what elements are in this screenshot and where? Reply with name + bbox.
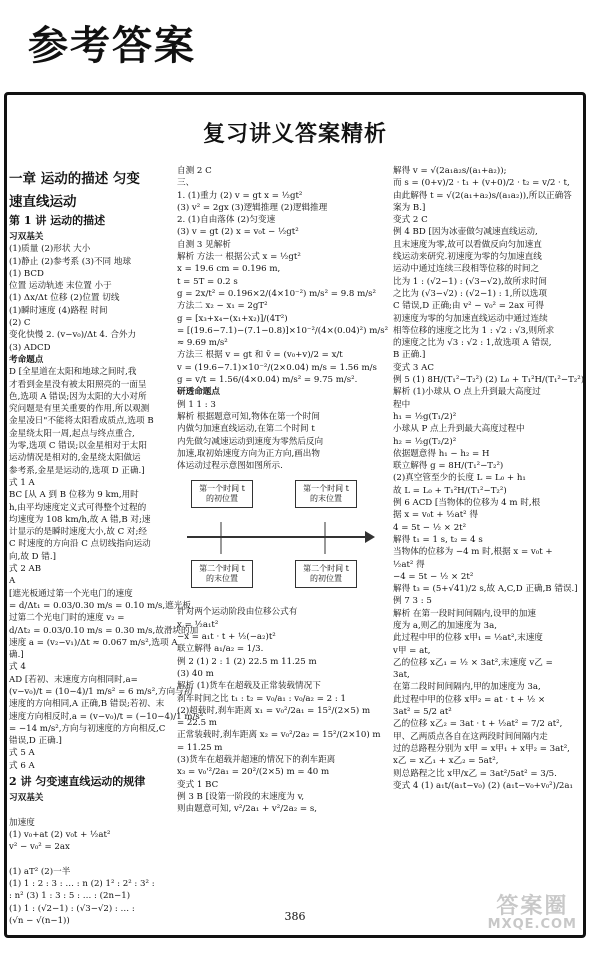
text-line: 为零,选项 C 错误;以金星相对于太阳 [9,441,147,452]
column-right [393,165,583,905]
text-line: 速度方向相反时,a = (v−v₀)/t = (−10−4)/1 m/s² [9,711,204,722]
text-line: 向,故 D 错.] [9,551,56,562]
text-line: 此过程中甲的位移 x甲₂ = at · t + ½ × [393,694,546,705]
text-line: (1) 1 : (√2−1) : (√3−√2) : … : [9,903,135,914]
text-line: 内做匀加速直线运动,在第二个时间 t [177,424,315,435]
diagram-box-first-end: 第一个时间 t 的末位置 [295,480,357,508]
text-line: 金星绕太阳一周,起点与终点重合, [9,428,135,439]
text-line: 位置 运动轨迹 末位置 小于 [9,281,112,292]
text-line: (√n − √(n−1)) [9,916,70,927]
text-line: (2)真空管至少的长度 L = L₀ + h₁ [393,473,526,484]
text-line: 过的总路程分别为 x甲 = x甲₁ + x甲₂ = 3at², [393,743,570,754]
text-line: 变式 2 C [393,215,428,226]
text-line: 解得 v = √(2a₁a₂s/(a₁+a₂)); [393,166,507,176]
text-line: 刹车时间之比 t₁ : t₂ = v₀/a₁ : v₀/a₂ = 2 : 1 [177,693,346,704]
text-line: = −14 m/s²,方向与初速度的方向相反,C [9,723,166,734]
header-title: 参考答案 [28,23,196,69]
text-line: h₁ = ½g(T₁/2)² [393,411,457,422]
motion-diagram [177,474,385,602]
text-line: 1. (1)重力 (2) v = gt x = ½gt² [177,190,303,201]
diagram-box-second-end: 第二个时间 t 的末位置 [191,560,253,588]
text-line: h,由平均速度定义式可得整个过程的 [9,502,147,513]
text-line: 变式 1 BC [177,779,219,790]
text-line: 依据题意得 h₁ − h₂ = H [393,448,490,459]
text-line: h₂ = ½g(T₂/2)² [393,436,457,447]
diagram-box-first-start: 第一个时间 t 的初位置 [191,480,253,508]
text-line: 之比为 (√3−√2) : (√2−1) : 1,所以选项 [393,288,547,299]
text-line: 例 2 (1) 2 : 1 (2) 22.5 m 11.25 m [177,656,317,667]
text-line: (1)静止 (2)参考系 (3)不同 地球 [9,256,132,267]
text-line: [遮光板通过第一个光电门的速度 [9,588,133,599]
text-line: 速度的方向相同,A 正确,B 错误;若初、末 [9,699,165,710]
text-line: 此过程中甲的位移 x甲₁ = ½at²,末速度 [393,633,543,644]
text-line: 计显示的是瞬时速度大小,故 C 对;经 [9,527,147,538]
section-heading: 第 1 讲 运动的描述 [9,214,106,227]
diagram-box-second-start: 第二个时间 t 的初位置 [295,560,357,588]
text-line: ≈ 9.69 m/s² [177,338,228,349]
text-line: (v−v₀)/t = (10−4)/1 m/s² = 6 m/s²,方向与初 [9,686,193,697]
text-line: 加速度 [9,817,35,828]
text-line: 则由题意可知, v²/2a₁ + v²/2a₂ = s, [177,804,317,815]
text-line: 解析 (1)小球从 O 点上升到最大高度过 [393,387,541,398]
text-line: (2)超载时,刹车距离 x₁ = v₀²/2a₁ = 15²/(2×5) m [177,705,371,716]
text-line [9,854,165,866]
text-line: 参考系,金星是运动的,选项 D 正确.] [9,465,145,476]
text-line: 色,选项 A 错误;因为太阳的大小对所 [9,391,147,402]
text-line: 解析 在第一段时间间隔内,设甲的加速 [393,608,536,619]
text-line: v = (19.6−7.1)×10⁻²/(2×0.04) m/s = 1.56 m/s [177,362,377,373]
text-line: 当物体的位移为 −4 m 时,根据 x = v₀t + [393,547,553,558]
doc-title: 复习讲义答案精析 [202,121,387,147]
text-line: 案为 B.] [393,202,426,213]
subsection-heading: 研透命题点 [177,387,220,398]
text-line: = [(19.6−7.1)−(7.1−0.8)]×10⁻²/(4×(0.04)²) m/s² [177,325,389,336]
answer-page [4,92,586,938]
text-line: 自测 2 C [177,166,212,176]
text-line: 加速,取初始速度方向为正方向,画出物 [177,448,320,459]
text-line: 乙的位移 x乙₂ = 3at · t + ½at² = 7/2 at², [393,719,563,730]
watermark-logo: 答案圈 MXQE.COM [487,894,577,932]
text-line: 式 6 A [9,760,35,771]
text-line: 2. (1)自由落体 (2)匀变速 [177,215,276,226]
text-line: 由此解得 t = √(2(a₁+a₂)s/(a₁a₂)),所以正确答 [393,190,572,201]
text-line: −x = a₁t · t + ½(−a₂)t² [177,632,276,643]
text-line: (2) C [9,318,31,329]
text-line: = d/Δt₁ = 0.03/0.30 m/s = 0.10 m/s,遮光板 [9,600,191,611]
text-line: ½at² 得 [393,559,425,570]
text-line: 联立解得 a₁/a₂ = 1/3. [177,644,264,655]
text-line: 式 4 [9,662,26,673]
text-line: x乙 = x乙₁ + x乙₂ = 5at², [393,756,499,767]
text-line: = 22.5 m [177,718,217,729]
text-line: 例 4 BD [因为冰壶做匀减速直线运动, [393,227,538,238]
text-line: 解得 t₁ = 1 s, t₂ = 4 s [393,534,483,545]
text-line: 在第二段时间间隔内,甲的加速度为 3a, [393,682,541,693]
text-line: 解析 (1)货车在超载及正常装载情况下 [177,681,321,692]
text-line: 式 2 AB [9,564,42,575]
text-line: 内先做匀减速运动到速度为零然后反向 [177,436,324,447]
text-line: 乙的位移 x乙₁ = ½ × 3at²,末速度 v乙 = [393,657,553,668]
text-line: 3at, [393,670,410,681]
text-line: AD [若初、末速度方向相同时,a= [9,674,138,685]
column-middle [177,165,389,905]
text-line: 初速度为零的匀加速直线运动中通过连续 [393,313,548,324]
text-line: (1)瞬时速度 (4)路程 时间 [9,305,108,316]
section-heading: 2 讲 匀变速直线运动的规律 [9,775,146,789]
text-line: v甲 = at, [393,645,431,656]
text-line: : n² (3) 1 : 3 : 5 : … : (2n−1) [9,891,131,902]
text-line: 例 1 1 : 3 [177,399,216,410]
text-line: 运动中通过连续三段相等位移的时间之 [393,264,540,275]
page-number: 386 [284,910,306,923]
text-line: (3)货车在超载并超速的情况下的刹车距离 [177,754,336,765]
text-line: 究问题是有里关重要的作用,所以观测 [9,404,150,415]
text-line: 针对两个运动阶段由位移公式有 [177,607,298,618]
text-line [9,804,165,816]
text-line: v² − v₀² = 2ax [9,842,70,853]
text-line: 速度 a = (v₂−v₁)/Δt ≈ 0.067 m/s²,选项 A [9,637,178,648]
text-line: 则总路程之比 x甲/x乙 = 3at²/5at² = 3/5. [393,768,557,779]
text-line: 故 L = L₀ + T₁²H/(T₁²−T₂²) [393,485,507,496]
text-line: 据 x = v₀t + ½at² 得 [393,510,478,521]
text-line: t = 5T = 0.2 s [177,276,238,287]
text-line: 自测 3 见解析 [177,239,231,250]
text-line: (1) 1 : 2 : 3 : … : n (2) 1² : 2² : 3² : [9,879,155,890]
text-line: (1) v₀+at (2) v₀t + ½at² [9,829,111,840]
text-line: 的速度之比为 √3 : √2 : 1,故选项 A 错误, [393,338,552,349]
text-line: g = 2x/t² = 0.196×2/(4×10⁻²) m/s² = 9.8 m/s² [177,288,376,299]
text-line: 才看到金星没有被太阳照亮的一面呈 [9,379,147,390]
subsection-heading: 习双基关 [9,232,44,242]
text-line: 三、 [177,178,195,189]
text-line: (3) v = gt (2) x = v₀t − ½gt² [177,227,299,238]
text-line: (3) v² = 2gx (3)逻辑推理 (2)逻辑推理 [177,202,328,213]
text-line: x = ½a₁t² [177,619,219,630]
text-line: 线运动来研究.初速度为零的匀加速直线 [393,252,542,263]
text-line: 金星凌日"不能将太阳看成质点,选项 B [9,416,154,427]
text-line: g = [x₃+x₄−(x₁+x₂)]/(4T²) [177,313,288,324]
text-line: x₃ = v₀'²/2a₁ = 20²/(2×5) m = 40 m [177,767,330,778]
text-line: 程中 [393,399,411,410]
motion-arrow-icon [177,524,377,550]
text-line: 联立解得 g = 8H/(T₁²−T₂²) [393,461,504,472]
text-line: 解析 方法一 根据公式 x = ½gt² [177,252,301,263]
text-line: 甲、乙两质点各自在这两段时间间隔内走 [393,731,548,742]
text-line: A [9,576,16,587]
text-line: (1) Δx/Δt 位移 (2)位置 切线 [9,293,120,304]
text-line: 变化快慢 2. (v−v₀)/Δt 4. 合外力 [9,330,137,341]
text-line: 例 3 B [设第一阶段的末速度为 v, [177,791,305,802]
text-line: 而 s = (0+v)/2 · t₁ + (v+0)/2 · t₂ = v/2 · t, [393,178,570,189]
text-line: 体运动过程示意图如图所示. [177,461,283,472]
text-line: 相等位移的速度之比为 1 : √2 : √3,则所求 [393,325,555,336]
text-line: 例 6 ACD [当物体的位移为 4 m 时,根 [393,498,541,509]
chapter-heading: 速直线运动 [9,194,77,210]
text-line: 3at² = 5/2 at² [393,707,452,718]
text-line: 比为 1 : (√2−1) : (√3−√2),故所求时间 [393,276,547,287]
text-line: (3) ADCD [9,342,51,353]
text-line: (1) aT² (2)一半 [9,866,71,877]
text-line: (1) BCD [9,268,44,279]
text-line: 解得 t₃ = (5+√41)/2 s,故 A,C,D 正确,B 错误.] [393,584,578,595]
text-line: 均速度为 108 km/h,故 A 错,B 对;速 [9,514,151,525]
text-line: 确.] [9,650,24,661]
text-line: 过第二个光电门时的速度 v₂ = [9,613,125,624]
chapter-heading: 一章 运动的描述 匀变 [9,171,140,187]
text-line: B 正确.] [393,350,426,361]
text-line: (3) 40 m [177,668,214,679]
text-line: −4 = 5t − ½ × 2t² [393,571,474,582]
text-line: 运动情况是相对的,金星绕太阳做运 [9,453,141,464]
text-line: 4 = 5t − ½ × 2t² [393,522,467,533]
text-line: 解析 根据题意可知,物体在第一个时间 [177,411,320,422]
subsection-heading: 习双基关 [9,793,44,804]
text-line: 例 7 3 : 5 [393,596,432,607]
subsection-heading: 考命题点 [9,354,44,365]
text-line: x = 19.6 cm = 0.196 m, [177,264,281,275]
text-line: C 错误,D 正确;由 v² − v₀² = 2ax 可得 [393,301,544,312]
text-line: 变式 4 (1) a₁t/(a₁t−v₀) (2) (a₁t−v₀+v₀²)/2a₁ [393,780,573,791]
text-line: 式 1 A [9,477,35,488]
text-line: (1)质量 (2)形状 大小 [9,244,91,255]
text-line: 小球从 P 点上升到最大高度过程中 [393,424,525,435]
text-line: 错误,D 正确.] [9,736,62,747]
text-line: BC [从 A 到 B 位移为 9 km,用时 [9,490,139,501]
text-line: 式 5 A [9,748,35,759]
text-line: 变式 3 AC [393,362,434,373]
text-line: 且末速度为零,故可以看做反向匀加速直 [393,239,542,250]
text-line: = 11.25 m [177,742,223,753]
text-line: 例 5 (1) 8H/(T₁²−T₂²) (2) L₀ + T₁²H/(T₁²−T₂²) [393,375,585,386]
text-line: 方法二 x₂ − x₁ = 2gT² [177,301,268,312]
text-line: 正常装载时,刹车距离 x₂ = v₀²/2a₂ = 15²/(2×10) m [177,730,381,741]
text-line: g = v/t = 1.56/(4×0.04) m/s² = 9.75 m/s². [177,375,358,386]
text-line: 度为 a,则乙的加速度为 3a, [393,620,497,631]
text-line: d/Δt₂ = 0.03/0.10 m/s = 0.30 m/s,故滑块的加 [9,625,199,636]
text-line: 方法三 根据 v = gt 和 v̄ = (v₀+v)/2 = x/t [177,350,343,361]
text-line: D [全星道在太阳和地球之间时,我 [9,367,137,378]
text-line: C 时速度的方向沿 C 点切线指向运动 [9,539,151,550]
